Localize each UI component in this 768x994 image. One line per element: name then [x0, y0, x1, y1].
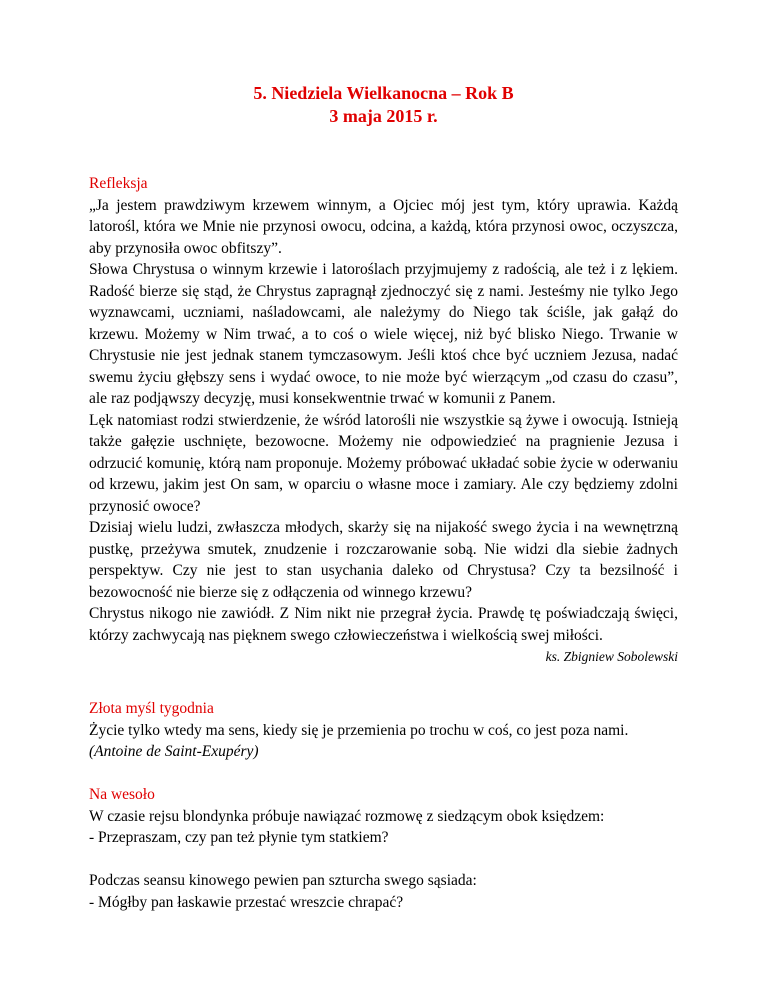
- golden-thought-author: (Antoine de Saint-Exupéry): [89, 743, 259, 760]
- golden-thought-heading: Złota myśl tygodnia: [89, 700, 214, 717]
- joke-spacer: [89, 849, 678, 871]
- title-line-1: 5. Niedziela Wielkanocna – Rok B: [253, 83, 514, 103]
- reflection-paragraph-3: Lęk natomiast rodzi stwierdzenie, że wśród latorośli nie wszystkie są żywe i owocują. Istnieją także gałęzie uschnięte, bezowocne. Możemy nie odpowiedzieć na pragnienie Jezusa i odrzucić komunię, którą nam proponuje. Możemy próbować układać sobie życie w oderwaniu od krzewu, jakim jest On sam, w oparciu o własne moce i zamiary. Ale czy będziemy zdolni przynosić owoce?: [89, 411, 678, 515]
- reflection-paragraph-1: „Ja jestem prawdziwym krzewem winnym, a Ojciec mój jest tym, który uprawia. Każdą latorośl, która we Mnie nie przynosi owocu, odcina, a każdą, która przynosi owoc, oczyszcza, aby przynosiła owoc obfitszy”.: [89, 196, 678, 257]
- humor-section: [89, 784, 678, 913]
- golden-thought-section: [89, 698, 678, 763]
- reflection-section: [89, 173, 678, 668]
- joke-2-line-2: - Mógłby pan łaskawie przestać wreszcie chrapać?: [89, 893, 404, 911]
- reflection-paragraph-4: Dzisiaj wielu ludzi, zwłaszcza młodych, skarży się na nijakość swego życia i na wewnętrzną pustkę, przeżywa smutek, znudzenie i rozczarowanie sobą. Nie widzi dla siebie żadnych perspektyw. Czy nie jest to stan usychania daleko od Chrystusa? Czy ta bezsilność i bezowocność nie bierze się z odłączenia od winnego krzewu?: [89, 519, 678, 601]
- document-title: [89, 82, 678, 128]
- golden-thought-quote: Życie tylko wtedy ma sens, kiedy się je przemienia po trochu w coś, co jest poza nami.: [89, 721, 629, 739]
- joke-1-line-1: W czasie rejsu blondynka próbuje nawiązać rozmowę z siedzącym obok księdzem:: [89, 807, 605, 825]
- joke-2-line-1: Podczas seansu kinowego pewien pan szturcha swego sąsiada:: [89, 872, 477, 889]
- reflection-heading: Refleksja: [89, 175, 148, 192]
- humor-heading: Na wesoło: [89, 786, 155, 803]
- reflection-signature: ks. Zbigniew Sobolewski: [545, 649, 678, 664]
- joke-1-line-2: - Przepraszam, czy pan też płynie tym statkiem?: [89, 829, 389, 846]
- reflection-paragraph-5: Chrystus nikogo nie zawiódł. Z Nim nikt nie przegrał życia. Prawdę tę poświadczają święci, którzy zachwycają nas pięknem swego człowieczeństwa i wielkością swej miłości.: [89, 605, 678, 644]
- title-line-2: 3 maja 2015 r.: [329, 106, 438, 126]
- reflection-paragraph-2: Słowa Chrystusa o winnym krzewie i latoroślach przyjmujemy z radością, ale też i z lękiem. Radość bierze się stąd, że Chrystus zapragnął zjednoczyć się z nami. Jesteśmy nie tylko Jego wyznawcami, uczniami, naśladowcami, ale należymy do Niego tak ściśle, jak gałąź do krzewu. Możemy w Nim trwać, a to coś o wiele więcej, niż być blisko Niego. Trwanie w Chrystusie nie jest jednak stanem tymczasowym. Jeśli ktoś chce być uczniem Jezusa, nadać swemu życiu głębszy sens i wydać owoce, to nie może być wierzącym „od czasu do czasu”, ale raz podjąwszy decyzję, musi konsekwentnie trwać w komunii z Panem.: [89, 261, 678, 407]
